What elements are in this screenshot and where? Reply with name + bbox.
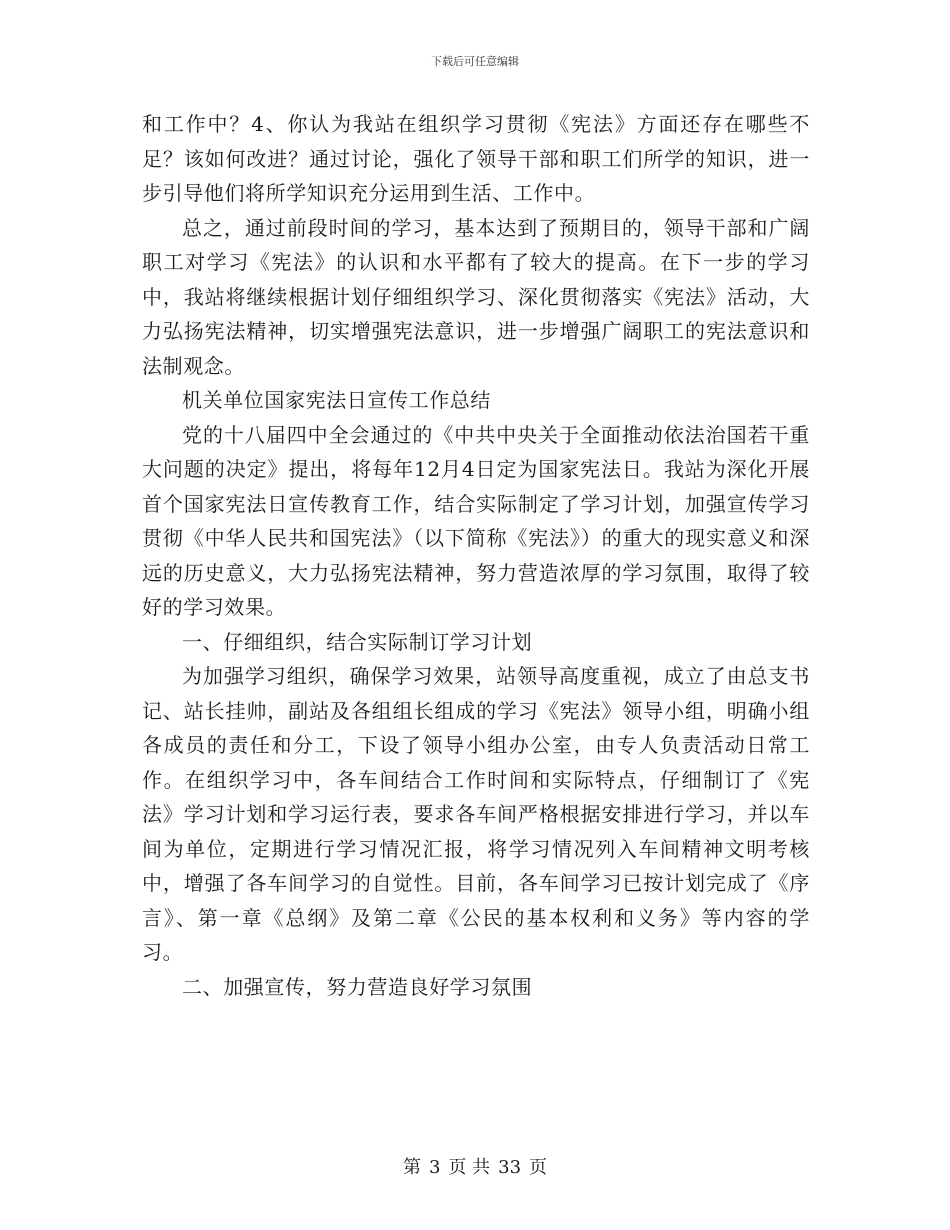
- section-title: 机关单位国家宪法日宣传工作总结: [182, 388, 491, 412]
- heading-two: 二、加强宣传，努力营造良好学习氛围: [182, 974, 533, 999]
- footer-page-number: 3: [428, 1157, 441, 1178]
- page-footer: [0, 1153, 950, 1179]
- page-header-note: 下载后可任意编辑: [431, 55, 519, 68]
- heading-one: 一、仔细组织，结合实际制订学习计划: [182, 629, 533, 654]
- footer-suffix: 页: [529, 1157, 548, 1178]
- footer-middle: 页 共: [448, 1157, 491, 1178]
- paragraph-organization: 为加强学习组织，确保学习效果，站领导高度重视，成立了由总支书记、站长挂帅，副站及各组组长组成的学习《宪法》领导小组，明确小组各成员的责任和分工，下设了领导小组办公室，由专人负责活动日常工作。在组织学习中，各车间结合工作时间和实际特点，仔细制订了《宪法》学习计划和学习运行表，要求各车间严格根据安排进行学习，并以车间为单位，定期进行学习情况汇报，将学习情况列入车间精神文明考核中，增强了各车间学习的自觉性。目前，各车间学习已按计划完成了《序言》、第一章《总纲》及第二章《公民的基本权利和义务》等内容的学习。: [142, 664, 810, 964]
- document-body: [142, 107, 810, 1004]
- footer-prefix: 第: [402, 1157, 421, 1178]
- paragraph-continuation: 和工作中？4、你认为我站在组织学习贯彻《宪法》方面还存在哪些不足？该如何改进？通过讨论，强化了领导干部和职工们所学的知识，进一步引导他们将所学知识充分运用到生活、工作中。: [142, 112, 810, 205]
- paragraph-conclusion: 总之，通过前段时间的学习，基本达到了预期目的，领导干部和广阔职工对学习《宪法》的认识和水平都有了较大的提高。在下一步的学习中，我站将继续根据计划仔细组织学习、深化贯彻落实《宪法》活动，大力弘扬宪法精神，切实增强宪法意识，进一步增强广阔职工的宪法意识和法制观念。: [142, 215, 810, 378]
- footer-total-pages: 33: [498, 1157, 522, 1178]
- paragraph-intro: 党的十八届四中全会通过的《中共中央关于全面推动依法治国若干重大问题的决定》提出，将每年12月4日定为国家宪法日。我站为深化开展首个国家宪法日宣传教育工作，结合实际制定了学习计划，加强宣传学习贯彻《中华人民共和国宪法》（以下简称《宪法》）的重大的现实意义和深远的历史意义，大力弘扬宪法精神，努力营造浓厚的学习氛围，取得了较好的学习效果。: [142, 422, 810, 619]
